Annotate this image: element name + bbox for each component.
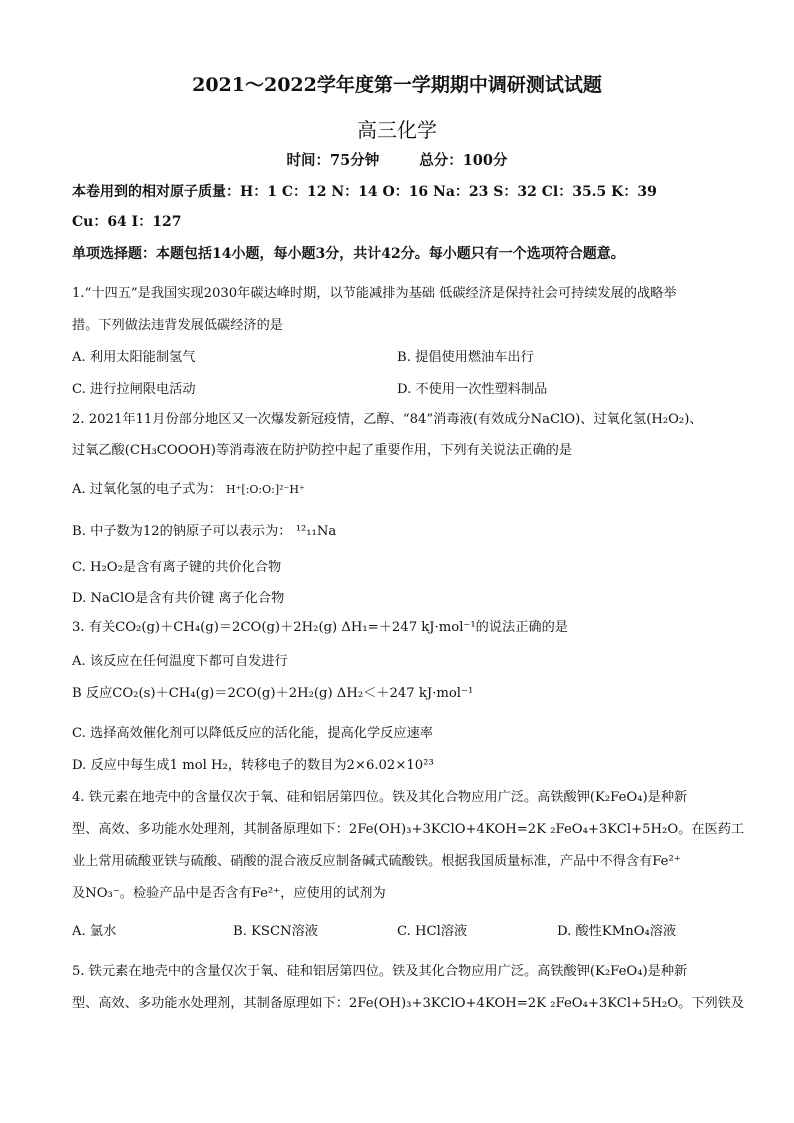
q4-option-c: C. HCl溶液: [397, 924, 468, 939]
q1-option-a: A. 利用太阳能制氢气: [72, 350, 196, 365]
q1-option-c: C. 进行拉闸限电活动: [72, 382, 196, 397]
q2-stem-line1: 2. 2021年11月份部分地区又一次爆发新冠疫情，乙醇、“84”消毒液(有效成分NaClO)、过氧化氢(H₂O₂)、: [72, 412, 703, 427]
q3-option-c: C. 选择高效催化剂可以降低反应的活化能，提高化学反应速率: [72, 726, 433, 741]
time-label: 时间：75分钟: [286, 152, 380, 169]
q1-option-b: B. 提倡使用燃油车出行: [397, 350, 534, 365]
q4-option-d: D. 酸性KMnO₄溶液: [557, 924, 677, 939]
q2-option-b-text: B. 中子数为12的钠原子可以表示为：: [72, 524, 292, 539]
q4-option-a: A. 氯水: [72, 924, 117, 939]
q5-stem-line1: 5. 铁元素在地壳中的含量仅次于氧、硅和铝居第四位。铁及其化合物应用广泛。高铁酸钾(K₂FeO₄)是种新: [72, 964, 688, 979]
atomic-mass-line-1: 本卷用到的相对原子质量：H：1 C：12 N：14 O：16 Na：23 S：32 Cl：35.5 K：39: [72, 184, 657, 200]
q4-stem-line4: 及NO₃⁻。检验产品中是否含有Fe²⁺，应使用的试剂为: [72, 886, 386, 901]
score-label: 总分：100分: [419, 152, 508, 169]
subject-title: 高三化学: [357, 118, 437, 142]
q3-option-d: D. 反应中每生成1 mol H₂，转移电子的数目为2×6.02×10²³: [72, 758, 434, 773]
q2-stem-line2: 过氧乙酸(CH₃COOOH)等消毒液在防护防控中起了重要作用，下列有关说法正确的是: [72, 443, 573, 458]
q2-option-a: [72, 478, 305, 497]
section-instruction: 单项选择题：本题包括14小题，每小题3分，共计42分。每小题只有一个选项符合题意。: [72, 246, 625, 262]
q1-option-d: D. 不使用一次性塑料制品: [397, 382, 548, 397]
exam-title: 2021～2022学年度第一学期期中调研测试试题: [192, 74, 602, 96]
q2-option-d: D. NaClO是含有共价键 离子化合物: [72, 591, 285, 606]
q3-option-a: A. 该反应在任何温度下都可自发进行: [72, 654, 288, 669]
h2o2-electron-formula: H⁺[:O:O:]²⁻H⁺: [226, 483, 305, 496]
q4-stem-line3: 业上常用硫酸亚铁与硫酸、硝酸的混合液反应制备碱式硫酸铁。根据我国质量标准，产品中不得含有Fe²⁺: [72, 854, 681, 869]
q3-option-b: B 反应CO₂(s)＋CH₄(g)＝2CO(g)＋2H₂(g) ΔH₂＜＋247 kJ·mol⁻¹: [72, 686, 474, 701]
q1-stem-line2: 措。下列做法违背发展低碳经济的是: [72, 318, 283, 333]
q4-stem-line1: 4. 铁元素在地壳中的含量仅次于氧、硅和铝居第四位。铁及其化合物应用广泛。高铁酸钾(K₂FeO₄)是种新: [72, 790, 688, 805]
q4-option-b: B. KSCN溶液: [233, 924, 318, 939]
q4-stem-line2: 型、高效、多功能水处理剂，其制备原理如下：2Fe(OH)₃+3KClO+4KOH=2K ₂FeO₄+3KCl+5H₂O。在医药工: [72, 822, 745, 837]
exam-time-score: [0, 149, 794, 170]
sodium-nuclide-symbol: ¹²₁₁Na: [295, 524, 337, 539]
q5-stem-line2: 型、高效、多功能水处理剂，其制备原理如下：2Fe(OH)₃+3KClO+4KOH=2K ₂FeO₄+3KCl+5H₂O。下列铁及: [72, 996, 745, 1011]
q2-option-a-text: A. 过氧化氢的电子式为：: [72, 482, 222, 497]
q1-stem-line1: 1.“十四五”是我国实现2030年碳达峰时期，以节能减排为基础 低碳经济是保持社会可持续发展的战略举: [72, 286, 677, 301]
q3-stem: 3. 有关CO₂(g)＋CH₄(g)＝2CO(g)＋2H₂(g) ΔH₁=＋247 kJ·mol⁻¹的说法正确的是: [72, 620, 568, 635]
atomic-mass-line-2: Cu：64 I：127: [72, 214, 182, 230]
q2-option-c: C. H₂O₂是含有离子键的共价化合物: [72, 560, 282, 575]
q2-option-b: [72, 520, 336, 539]
